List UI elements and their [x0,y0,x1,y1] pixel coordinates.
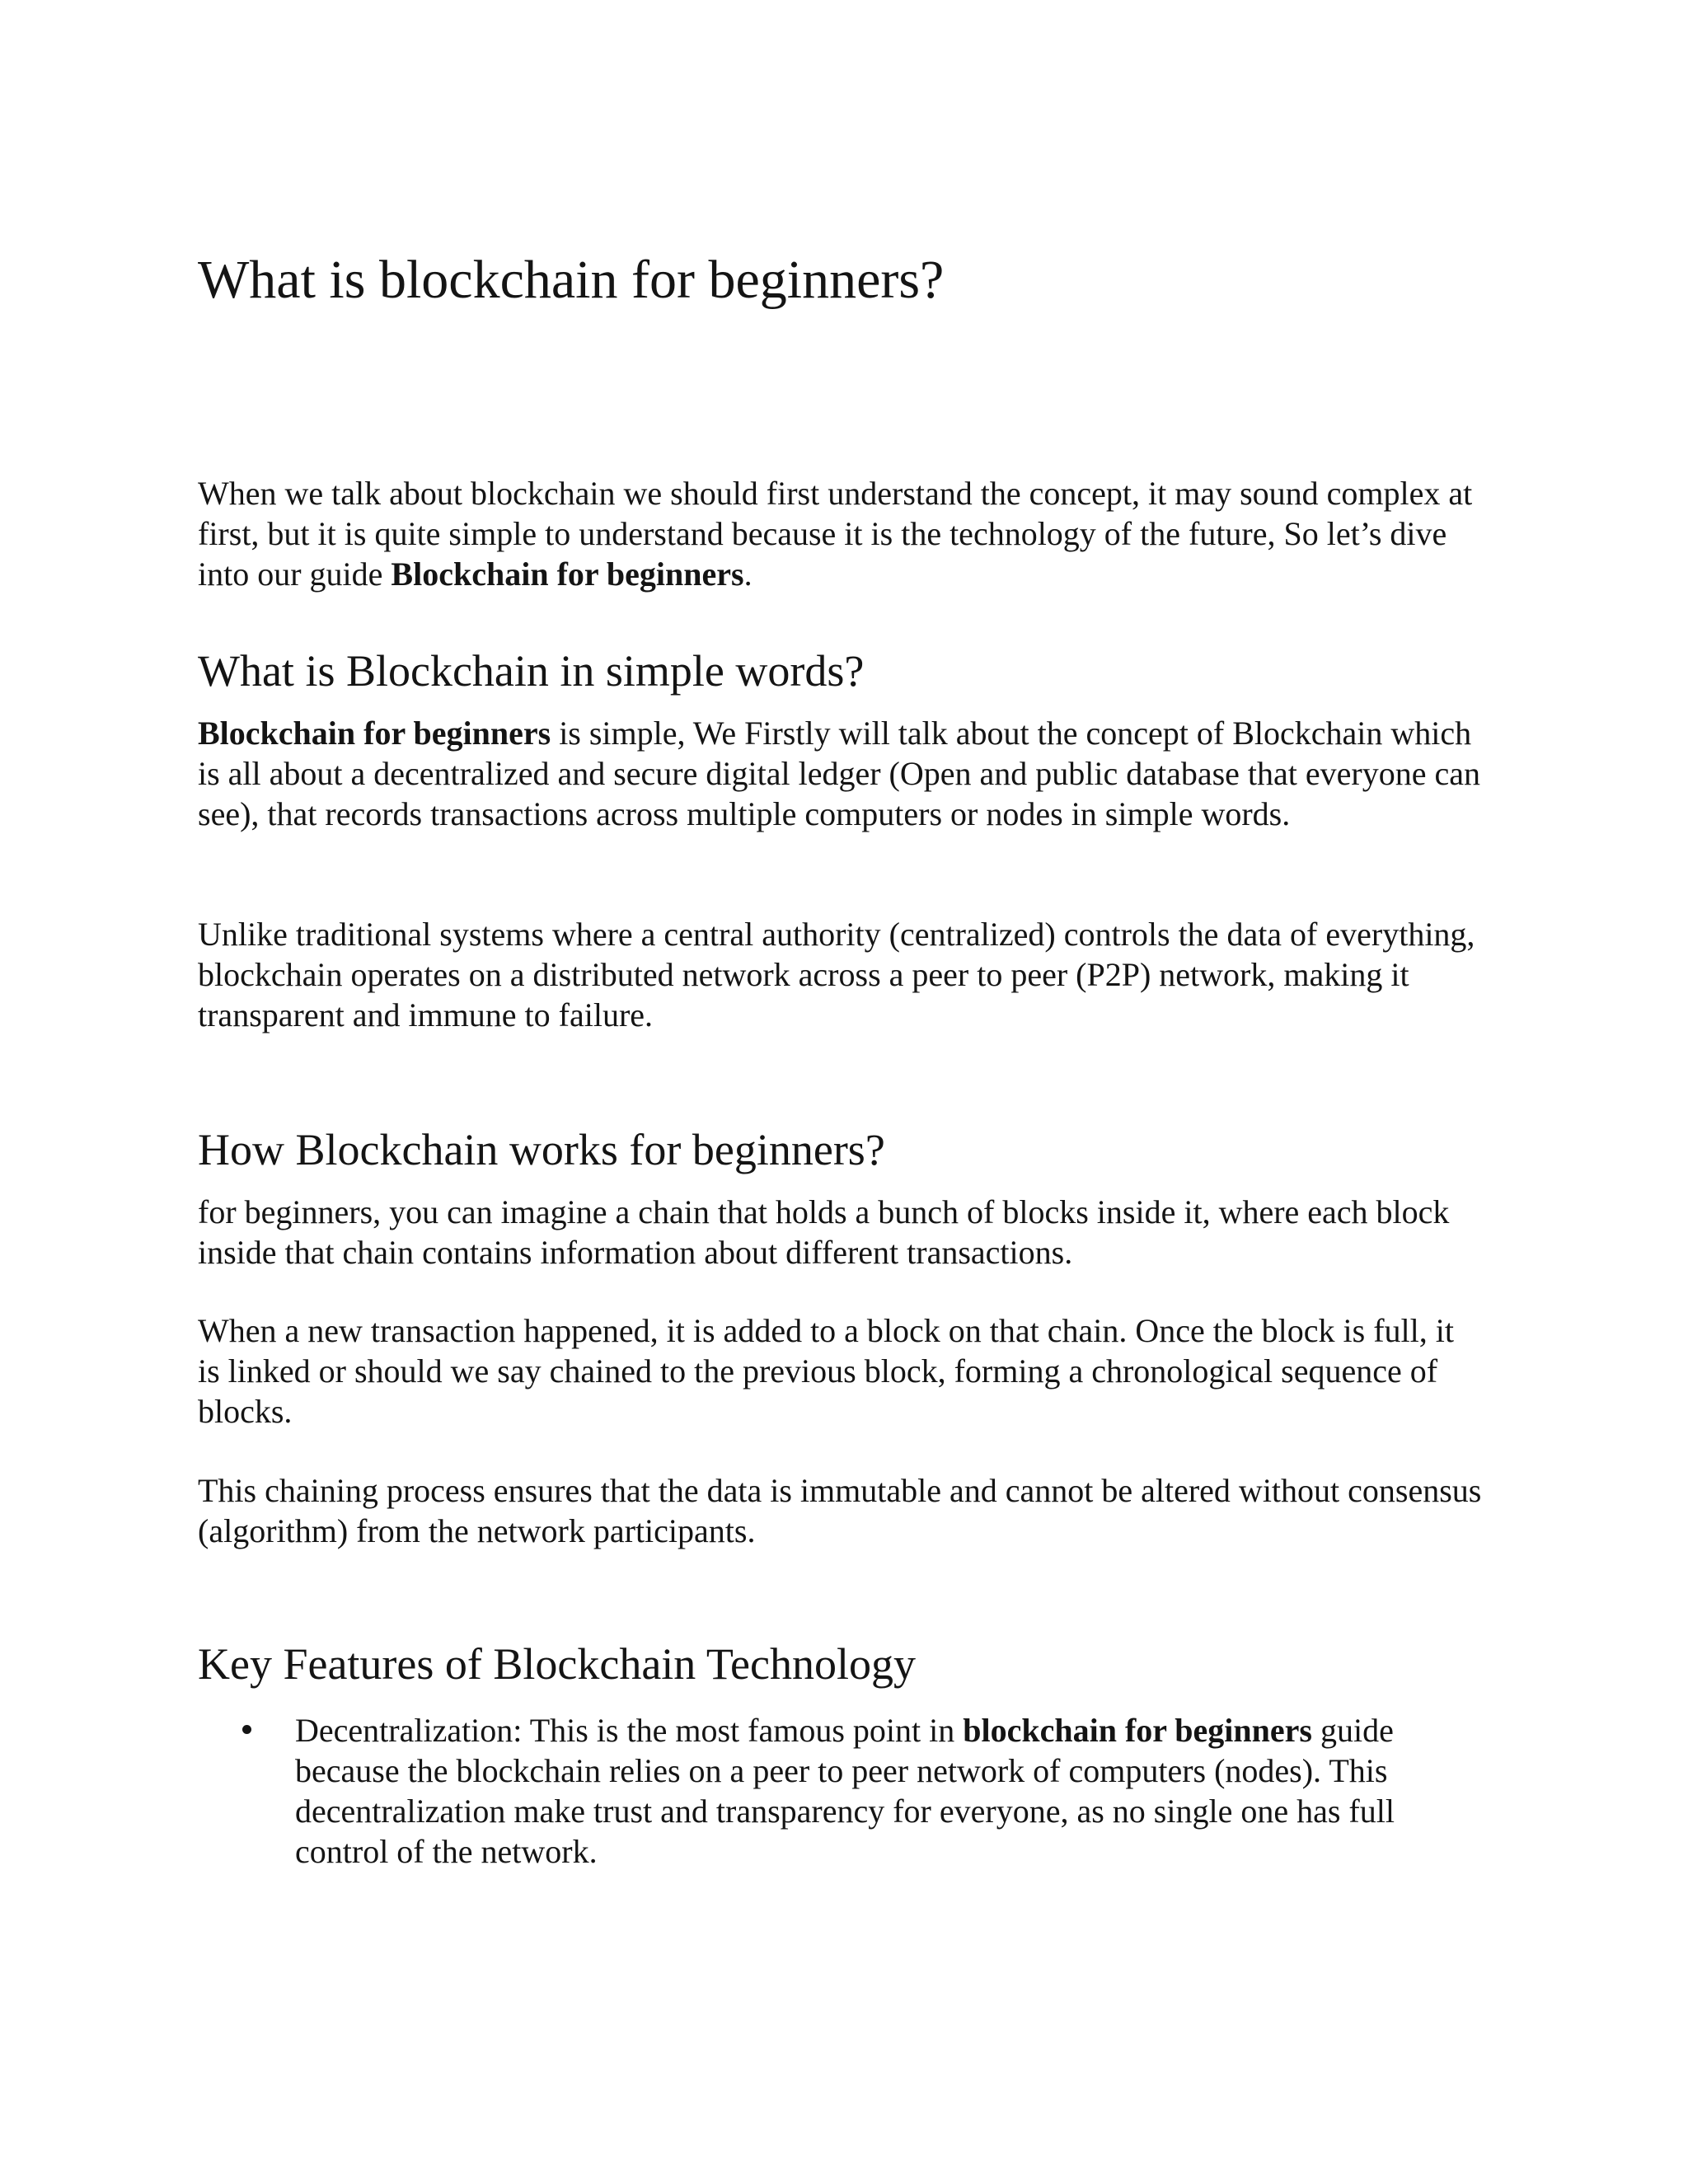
page-title: What is blockchain for beginners? [198,250,945,310]
section2-paragraph-1: for beginners, you can imagine a chain that holds a bunch of blocks inside it, where each block inside that chain contains information about different transactions. [198,1193,1450,1271]
section2-paragraph-3: This chaining process ensures that the data is immutable and cannot be altered without consensus (algorithm) from the network participants. [198,1472,1482,1549]
intro-text-end: . [743,555,753,593]
intro-bold-phrase: Blockchain for beginners [391,555,744,593]
bullet-text: Decentralization: This is the most famous point in [295,1712,964,1749]
section-heading-how-it-works: How Blockchain works for beginners? [198,1125,885,1174]
section1-paragraph-1 [198,713,1484,834]
section1-paragraph-1-text: is simple, We Firstly will talk about the concept of Blockchain which is all about a decentralized and secure digital ledger (Open and public database that everyone can see), that records transactions across multiple computers or nodes in simple words. [198,715,1480,832]
section-heading-key-features: Key Features of Blockchain Technology [198,1639,916,1689]
section1-paragraph-2: Unlike traditional systems where a central authority (centralized) controls the data of everything, blockchain operates on a distributed network across a peer to peer (P2P) network, making it transparent and immune to failure. [198,916,1475,1033]
key-features-list [198,1710,1484,1872]
intro-text: When we talk about blockchain we should first understand the concept, it may sound complex at first, but it is quite simple to understand because it is the technology of the future, So let’s dive into our guide [198,475,1473,593]
section2-paragraph-2: When a new transaction happened, it is added to a block on that chain. Once the block is full, it is linked or should we say chained to the previous block, forming a chronological sequence of blocks. [198,1312,1454,1430]
bullet-bold-phrase: blockchain for beginners [963,1712,1312,1749]
bullet-text-end: guide because the blockchain relies on a peer to peer network of computers (nodes). This decentralization make trust and transparency for everyone, as no single one has full control of the network. [295,1712,1395,1870]
section1-bold-phrase: Blockchain for beginners [198,715,551,752]
bullet-icon [242,1725,251,1734]
list-item [198,1710,1484,1872]
intro-paragraph [198,473,1484,594]
section-heading-simple-words: What is Blockchain in simple words? [198,646,865,696]
